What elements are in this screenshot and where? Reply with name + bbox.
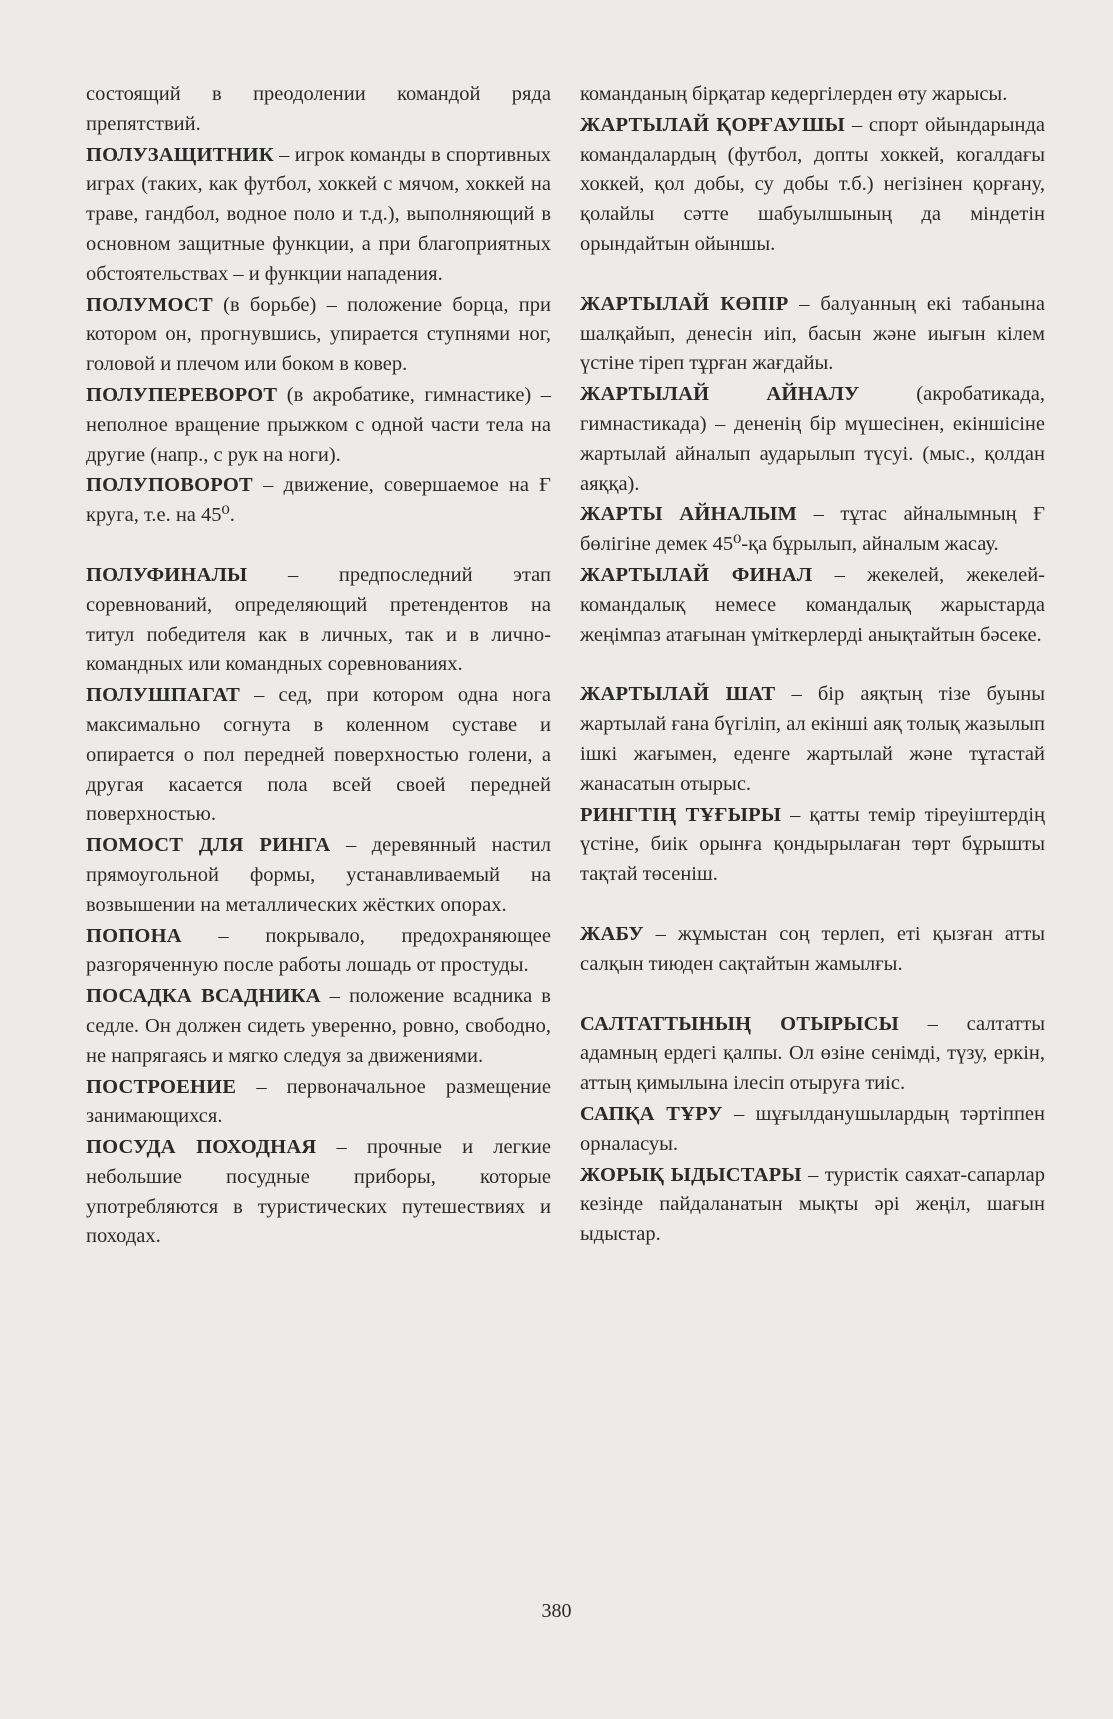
entry-definition: – бір аяқтың тізе буыны жартылай ғана бүгіліп, ал екінші аяқ толық жазылып ішкі жағымен, еденге жартылай және тұтастай жанасатын отырыс. xyxy=(580,683,1045,795)
entry-definition: – туристік саяхат-сапарлар кезінде пайдаланатын мықты әрі жеңіл, шағын ыдыстар. xyxy=(580,1163,1045,1246)
page-number: 380 xyxy=(541,1600,572,1622)
dictionary-entry xyxy=(580,80,1045,110)
entry-definition: – прочные и легкие небольшие посудные приборы, которые употребляются в туристических путешествиях и походах. xyxy=(86,1136,551,1248)
right-column-kazakh xyxy=(580,80,1045,1251)
entry-term: ПОЛУМОСТ xyxy=(86,293,213,316)
dictionary-entry xyxy=(580,1010,1045,1099)
entry-definition: состоящий в преодолении командой ряда препятствий. xyxy=(86,83,551,135)
dictionary-entry xyxy=(580,380,1045,499)
dictionary-entry xyxy=(580,1100,1045,1160)
entry-term: ЖАРТЫ АЙНАЛЫМ xyxy=(580,503,798,526)
entry-term: ЖОРЫҚ ЫДЫСТАРЫ xyxy=(580,1163,802,1186)
entry-definition: – салтатты адамның ердегі қалпы. Ол өзіне сенімді, түзу, еркін, аттың қимылына ілесіп отыруға тиіс. xyxy=(580,1012,1045,1095)
entry-term: ЖАРТЫЛАЙ КӨПІР xyxy=(580,292,789,315)
entry-definition: – тұтас айналымның Ғ бөлігіне демек 45⁰-қа бұрылып, айналым жасау. xyxy=(580,503,1045,556)
entry-definition: – первоначальное размещение занимающихся. xyxy=(86,1075,551,1128)
dictionary-entry xyxy=(86,922,551,982)
entry-term: ЖАРТЫЛАЙ ҚОРҒАУШЫ xyxy=(580,113,845,136)
dictionary-entry xyxy=(86,561,551,680)
entry-definition: – балуанның екі табанына шалқайып, денесін иіп, басын және иығын кілем үстіне тіреп тұрған жағдайы. xyxy=(580,292,1045,375)
entry-definition: – игрок команды в спортивных играх (таких, как футбол, хоккей с мячом, хоккей на траве, гандбол, водное поло и т.д.), выполняющий в основном защитные функции, а при благоприятных обстоятельствах – и функции нападения. xyxy=(86,143,551,285)
dictionary-entry xyxy=(86,381,551,470)
entry-term: САЛТАТТЫНЫҢ ОТЫРЫСЫ xyxy=(580,1012,899,1035)
dictionary-entry xyxy=(580,801,1045,890)
entry-term: ПОСТРОЕНИЕ xyxy=(86,1075,237,1098)
entry-term: ЖАРТЫЛАЙ ФИНАЛ xyxy=(580,563,813,586)
entry-term: ПОЛУПОВОРОТ xyxy=(86,474,253,497)
entry-definition: – шұғылданушылардың тәртіппен орналасуы. xyxy=(580,1102,1045,1155)
entry-definition: – жекелей, жекелей-командалық немесе командалық жарыстарда жеңімпаз атағынан үміткерлерді анықтайтын бәсеке. xyxy=(580,563,1045,646)
entry-definition: (в борьбе) – положение борца, при котором он, прогнувшись, упирается ступнями ног, головой и плечом или боком в ковер. xyxy=(86,293,551,376)
entry-term: ПОПОНА xyxy=(86,924,182,947)
entry-term: САПҚА ТҰРУ xyxy=(580,1102,723,1125)
entry-term: ПОСУДА ПОХОДНАЯ xyxy=(86,1136,317,1159)
entry-definition: команданың бірқатар кедергілерден өту жарысы. xyxy=(580,83,1008,105)
entry-definition: (акробатикада, гимнастикада) – дененің бір мүшесінен, екіншісіне жартылай айналып аударылып түсуі. (мыс., қолдан аяққа). xyxy=(580,383,1045,495)
dictionary-entry xyxy=(86,471,551,531)
dictionary-entry xyxy=(580,920,1045,980)
entry-definition: – сед, при котором одна нога максимально согнута в коленном суставе и опирается о пол передней поверхностью голени, а другая касается пола всей своей передней поверхностью. xyxy=(86,684,551,826)
entry-term: ЖАБУ xyxy=(580,922,644,945)
entry-term: ПОЛУФИНАЛЫ xyxy=(86,563,248,586)
dictionary-entry xyxy=(86,982,551,1071)
entry-term: ПОМОСТ ДЛЯ РИНГА xyxy=(86,834,331,857)
dictionary-entry xyxy=(580,680,1045,799)
dictionary-entry xyxy=(86,831,551,920)
entry-definition: – қатты темір тіреуіштердің үстіне, биік орынға қондырылаған төрт бұрышты тақтай төсеніш. xyxy=(580,803,1045,886)
entry-definition: – положение всадника в седле. Он должен сидеть уверенно, ровно, свободно, не напрягаясь и мягко следуя за движениями. xyxy=(86,985,551,1067)
entry-definition: – покрывало, предохраняющее разгоряченную после работы лошадь от простуды. xyxy=(86,924,551,977)
dictionary-entry xyxy=(580,561,1045,650)
dictionary-entry xyxy=(86,1133,551,1252)
dictionary-entry xyxy=(86,1073,551,1133)
dictionary-entry xyxy=(580,111,1045,260)
entry-term: РИНГТІҢ ТҰҒЫРЫ xyxy=(580,803,782,826)
entry-definition: – спорт ойындарында командалардың (футбол, допты хоккей, когалдағы хоккей, қол добы, су добы т.б.) негізінен қорғану, қолайлы сәтте шабуылшының да міндетін орындайтын ойыншы. xyxy=(580,113,1046,255)
dictionary-entry xyxy=(86,291,551,380)
entry-term: ПОСАДКА ВСАДНИКА xyxy=(86,985,321,1008)
dictionary-entry xyxy=(86,80,551,140)
entry-term: ПОЛУПЕРЕВОРОТ xyxy=(86,383,278,406)
entry-term: ЖАРТЫЛАЙ АЙНАЛУ xyxy=(580,383,860,406)
dictionary-entry xyxy=(580,500,1045,560)
entry-term: ПОЛУЗАЩИТНИК xyxy=(86,143,274,166)
entry-definition: – предпоследний этап соревнований, определяющий претендентов на титул победителя как в личных, так и в лично-командных или командных соревнованиях. xyxy=(86,563,551,676)
entry-definition: – жұмыстан соң терлеп, еті қызған атты салқын тиюден сақтайтын жамылғы. xyxy=(580,922,1045,975)
entry-definition: (в акробатике, гимнастике) – неполное вращение прыжком с одной части тела на другие (напр., с рук на ноги). xyxy=(86,383,551,466)
dictionary-entry xyxy=(580,1161,1045,1250)
dictionary-entry xyxy=(580,290,1045,379)
entry-term: ЖАРТЫЛАЙ ШАТ xyxy=(580,683,776,706)
entry-definition: – движение, совершаемое на Ғ круга, т.е. на 45⁰. xyxy=(86,474,551,527)
left-column-russian xyxy=(86,80,551,1253)
dictionary-entry xyxy=(86,141,551,290)
entry-term: ПОЛУШПАГАТ xyxy=(86,684,240,707)
entry-definition: – деревянный настил прямоугольной формы, устанавливаемый на возвышении на металлических жёстких опорах. xyxy=(86,834,551,916)
dictionary-entry xyxy=(86,681,551,830)
